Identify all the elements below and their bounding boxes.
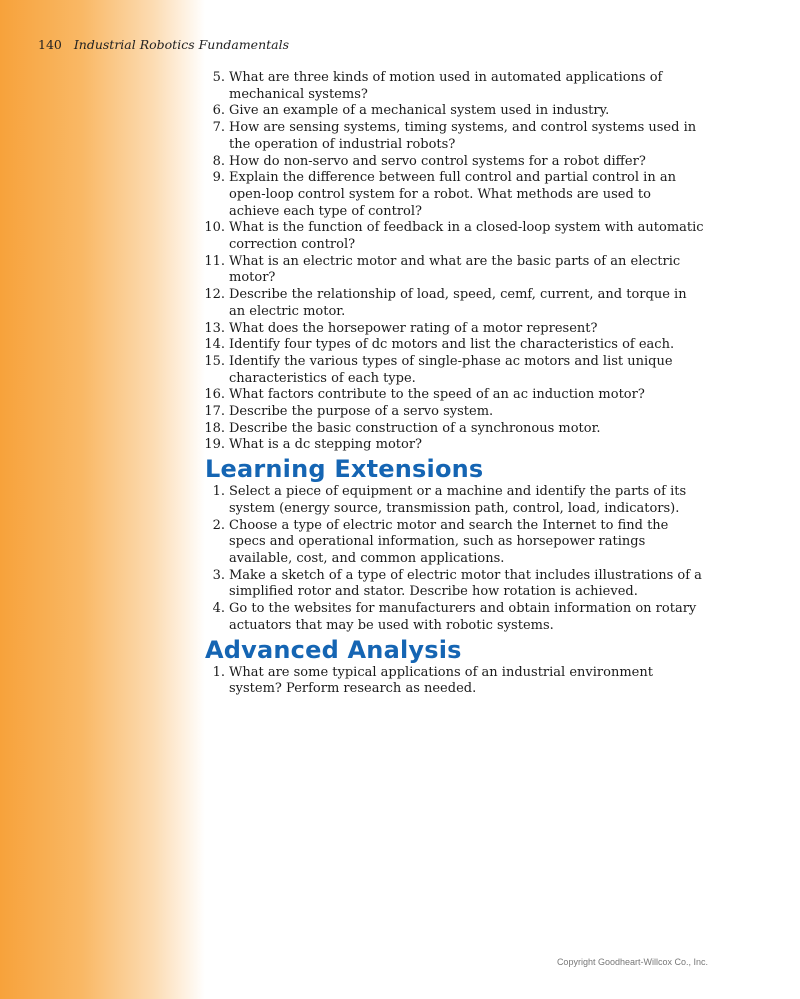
item-text: Describe the purpose of a servo system. <box>229 404 494 420</box>
list-item <box>205 337 705 354</box>
item-number: 6. <box>212 103 225 119</box>
list-item <box>205 170 705 220</box>
list-item <box>205 321 705 338</box>
list-item <box>205 437 705 454</box>
advanced-analysis-heading: Advanced Analysis <box>205 635 462 664</box>
item-text: Make a sketch of a type of electric motor that includes illustrations of a simplified rotor and stator. Describe how rotation is achieved. <box>229 567 702 600</box>
list-item <box>205 484 705 517</box>
list-item <box>205 70 705 103</box>
side-color-band <box>0 0 205 999</box>
item-number: 7. <box>212 120 225 136</box>
list-item <box>205 103 705 120</box>
item-number: 2. <box>212 517 225 533</box>
list-item <box>205 254 705 287</box>
item-number: 10. <box>204 220 225 236</box>
review-questions-list <box>205 70 705 454</box>
learning-extensions-list <box>205 484 705 634</box>
item-number: 14. <box>204 337 225 353</box>
item-text: Identify four types of dc motors and list the characteristics of each. <box>229 337 675 353</box>
item-number: 5. <box>212 70 225 85</box>
item-number: 16. <box>204 387 225 403</box>
item-number: 1. <box>212 484 225 500</box>
item-text: Go to the websites for manufacturers and obtain information on rotary actuators that may be used with robotic systems. <box>229 601 697 633</box>
item-text: Explain the difference between full control and partial control in an open-loop control system for a robot. What methods are used to achieve each type of control? <box>229 170 676 219</box>
item-text: What is a dc stepping motor? <box>229 437 423 453</box>
item-text: Describe the relationship of load, speed, cemf, current, and torque in an electric motor. <box>229 287 687 319</box>
item-number: 11. <box>204 253 225 269</box>
item-number: 4. <box>212 601 225 617</box>
list-item <box>205 665 705 698</box>
list-item <box>205 601 705 634</box>
item-number: 19. <box>204 437 225 453</box>
item-text: What are some typical applications of an industrial environment system? Perform research as needed. <box>229 664 653 697</box>
item-text: What is an electric motor and what are the basic parts of an electric motor? <box>229 253 681 286</box>
item-number: 18. <box>204 420 225 436</box>
item-number: 17. <box>204 404 225 420</box>
list-item <box>205 354 705 387</box>
learning-extensions-heading: Learning Extensions <box>205 455 484 484</box>
page-content <box>205 70 705 698</box>
item-number: 12. <box>204 287 225 303</box>
item-text: What are three kinds of motion used in automated applications of mechanical systems? <box>229 70 663 102</box>
list-item <box>205 421 705 438</box>
item-text: What factors contribute to the speed of an ac induction motor? <box>229 387 645 403</box>
item-number: 3. <box>212 567 225 583</box>
page-number: 140 <box>38 37 62 52</box>
item-number: 9. <box>212 170 225 186</box>
item-text: How do non-servo and servo control systems for a robot differ? <box>229 153 646 169</box>
item-text: Identify the various types of single-phase ac motors and list unique characteristics of each type. <box>229 353 673 386</box>
item-number: 1. <box>212 664 225 680</box>
item-number: 13. <box>204 320 225 336</box>
item-text: What does the horsepower rating of a motor represent? <box>229 320 598 336</box>
list-item <box>205 518 705 568</box>
item-text: Choose a type of electric motor and search the Internet to find the specs and operational information, such as horsepower ratings available, cost, and common applications. <box>229 517 669 566</box>
item-text: Give an example of a mechanical system used in industry. <box>229 103 610 119</box>
item-text: Describe the basic construction of a synchronous motor. <box>229 420 601 436</box>
item-text: What is the function of feedback in a closed-loop system with automatic correction control? <box>229 220 704 253</box>
advanced-analysis-list <box>205 665 705 698</box>
book-title: Industrial Robotics Fundamentals <box>73 37 290 52</box>
item-number: 8. <box>212 153 225 169</box>
copyright-notice: Copyright Goodheart-Willcox Co., Inc. <box>556 957 708 967</box>
list-item <box>205 568 705 601</box>
list-item <box>205 404 705 421</box>
list-item <box>205 154 705 171</box>
list-item <box>205 220 705 253</box>
item-text: How are sensing systems, timing systems, and control systems used in the operation of industrial robots? <box>229 120 697 152</box>
list-item <box>205 387 705 404</box>
running-head <box>38 37 289 53</box>
list-item <box>205 120 705 153</box>
item-number: 15. <box>204 353 225 369</box>
item-text: Select a piece of equipment or a machine and identify the parts of its system (energy source, transmission path, control, load, indicators). <box>229 484 687 516</box>
list-item <box>205 287 705 320</box>
